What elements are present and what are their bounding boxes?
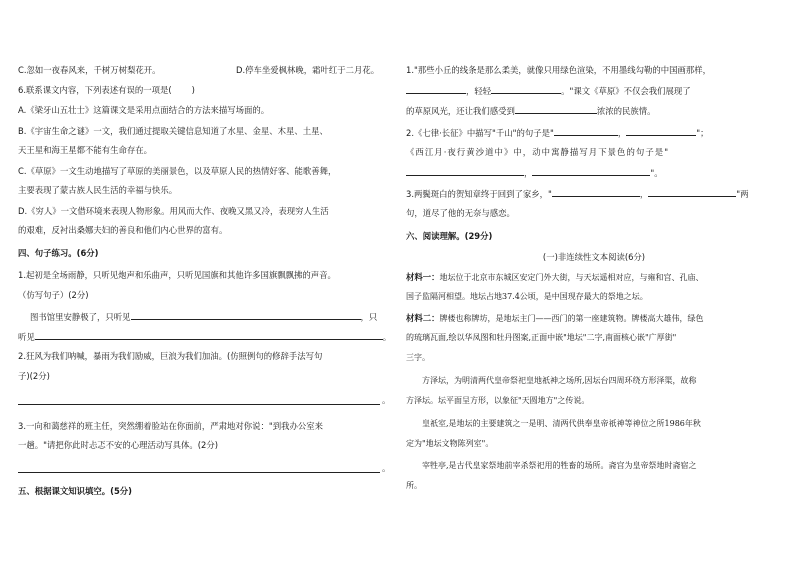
q5-options: [18, 64, 394, 76]
sentence-1-prefix2: 听见: [18, 332, 35, 342]
fill-1-line3[interactable]: [406, 104, 782, 117]
fill-2-blank-3[interactable]: [406, 166, 524, 176]
sentence-1-line1: 1.起初是全场雨静，只听见炮声和乐曲声，只听见国旗和其他许多国旗飘飘拂的声音。: [18, 270, 336, 280]
q6-option-c-line2: 主要表现了蒙古族人民生活的幸福与快乐。: [18, 185, 178, 195]
fill-1-comma: ，轻轻: [466, 86, 492, 96]
fill-3-suffix: "两: [736, 189, 749, 199]
sentence-1-answer[interactable]: [18, 310, 394, 323]
q5-option-d: D.停车坐爱枫林晚，霜叶红于二月花。: [236, 65, 380, 75]
sentence-1-prefix: 图书馆里安静极了，只听见: [30, 312, 131, 322]
fill-2-line2: [406, 146, 782, 158]
material-2-line3: 三字。: [406, 353, 430, 362]
section-6-title: 六、阅读理解。(29分): [406, 231, 493, 241]
material-1-text1: 地坛位于北京市东城区安定门外大街，与天坛遥相对应，与雍和宫、孔庙、: [439, 273, 704, 282]
fill-2-blank-4[interactable]: [532, 166, 650, 176]
material-1-label: 材料一：: [406, 272, 440, 282]
paragraph-fangzetan-line1: 方泽坛，为明清两代皇帝祭祀皇地祇神之场所,因坛台四周环绕方形泽渠，故称: [422, 376, 697, 385]
fill-2-line1[interactable]: [406, 126, 782, 139]
fill-2-comma: ，: [617, 128, 627, 138]
fill-2-line2-quote: ": [664, 147, 669, 157]
paragraph-huangqishi-line2: 定为"地坛文物陈列室"。: [406, 439, 494, 448]
fill-1-line1: 1."那些小丘的线条是那么柔美，就像只用绿色渲染，不用墨线勾勒的中国画那样，: [406, 65, 711, 75]
fill-1-line2[interactable]: [406, 84, 782, 97]
sentence-1-answer-line2[interactable]: [18, 330, 394, 343]
sentence-2-end: 。: [382, 395, 391, 405]
q6-option-a: A.《梁牙山五壮士》这篇课文是采用点面结合的方法来描写场面的。: [18, 105, 270, 115]
fill-3-blank-2[interactable]: [648, 187, 736, 197]
material-2-line1: [406, 312, 782, 325]
sentence-1-blank-2[interactable]: [35, 330, 383, 340]
q6-stem: [18, 84, 394, 96]
sentence-3-end: 。: [382, 463, 391, 473]
fill-2-blank-1[interactable]: [554, 126, 618, 136]
fill-1-blank-1[interactable]: [406, 84, 466, 94]
q6-option-c-line1: C.《草原》一文生动地描写了草原的美丽景色，以及草原人民的热情好客、能歌善舞，: [18, 166, 337, 176]
fill-2-prefix: 2.《七律·长征》中描写"千山"的句子是": [406, 128, 554, 138]
fill-3-blank-1[interactable]: [552, 187, 640, 197]
sentence-1-line2: （仿写句子）(2分): [18, 290, 89, 300]
fill-2-line3-end: "。: [650, 168, 663, 178]
material-2-line2: 的琉璃瓦面,绘以华凤图和牡丹图案,正面中嵌"地坛"二字,南面核心嵌"广厚街": [406, 333, 677, 342]
material-2-text1: 牌楼也称牌坊，是地坛主门——西门的第一座建筑物。牌楼高大雄伟，绿色: [439, 314, 704, 323]
fill-2-line3[interactable]: [406, 166, 782, 179]
fill-2-blank-2[interactable]: [626, 126, 696, 136]
q6-option-d-line2: 的艰难，反衬出桑娜夫妇的善良和他们内心世界的富有。: [18, 225, 228, 235]
paragraph-fangzetan-line2: 方泽坛。坛平面呈方形，以象征"天圆地方"之传说。: [406, 396, 590, 405]
q6-paren: ): [191, 85, 195, 95]
fill-3-prefix: 3.两鬓斑白的贺知章终于回到了家乡，": [406, 189, 552, 199]
q5-option-c: C.忽如一夜春风来，千树万树梨花开。: [18, 65, 161, 75]
fill-2-quote: ": [696, 128, 701, 138]
sentence-1-blank-1[interactable]: [131, 310, 361, 320]
q6-option-b-line2: 天王星和海王星都不能有生命存在。: [18, 145, 152, 155]
sentence-3-answer-line[interactable]: [18, 472, 380, 473]
fill-1-blank-2[interactable]: [491, 84, 561, 94]
sentence-1-end: 。: [382, 332, 392, 342]
material-1-line1: [406, 271, 782, 284]
material-2-label: 材料二：: [406, 313, 440, 323]
q6-stem-text: 6.联系课文内容，下列表述有误的一项是(: [18, 85, 172, 95]
fill-1-line3-prefix: 的草原风光，还让我们感受到: [406, 106, 515, 116]
fill-1-mid: 。"课文《草原》不仅会我们展现了: [561, 86, 691, 96]
sentence-3-line1: 3.一向和蔼慈祥的班主任，突然绷着脸站在你面前，严肃地对你说："到我办公室来: [18, 421, 323, 431]
sentence-3-line2: 一趟。"请把你此时忐忑不安的心理活动写具体。(2分): [18, 440, 218, 450]
q6-option-b-line1: B.《宇宙生命之谜》一文，我们通过提取关键信息知道了水星、金星、木星、土星、: [18, 126, 328, 136]
fill-2-line3-comma: ，: [524, 168, 533, 178]
fill-1-line3-suffix: 浓浓的民族情。: [596, 106, 656, 116]
material-1-line2: 国子监隔河相望。地坛占地37.4公顷，是中国现存最大的祭地之坛。: [406, 292, 648, 301]
fill-3-line1[interactable]: [406, 187, 782, 200]
fill-3-line2: 句，道尽了他的无奈与感恋。: [406, 208, 515, 218]
section-5-title: 五、根据课文知识填空。(5分): [18, 486, 132, 496]
paragraph-huangqishi-line1: 皇祇室,是地坛的主要建筑之一是明、清两代供奉皇帝祇神等神位之所1986年秋: [422, 419, 701, 428]
fill-2-line2-text: 《西江月·夜行黄沙道中》中，动中寓静描写月下景色的句子是: [406, 147, 665, 157]
q6-option-d-line1: D.《穷人》一文借环境来表现人物形象。用风而大作、夜晚又黑又冷，表现穷人生活: [18, 206, 329, 216]
section-4-title: 四、句子练习。(6分): [18, 248, 99, 258]
sentence-2-answer-line[interactable]: [18, 404, 380, 405]
sentence-2-line1: 2.狂风为我们呐喊，暴雨为我们励威，巨浪为我们加油。(仿照例句的修辞手法写句: [18, 351, 323, 361]
fill-1-blank-3[interactable]: [515, 104, 597, 114]
fill-3-comma: ，: [639, 189, 649, 199]
subsection-1-title: (一)非连续性文本阅读(6分): [542, 252, 646, 262]
fill-2-semicolon: ；: [700, 128, 709, 138]
sentence-2-line2: 子)(2分): [18, 371, 50, 381]
paragraph-zaishengting-line2: 所。: [406, 481, 422, 490]
sentence-1-mid: ，只: [360, 312, 378, 322]
paragraph-zaishengting-line1: 宰牲亭,是古代皇家祭地前宰杀祭祀用的牲畜的场所。斋宫为皇帝祭地时斋宿之: [422, 461, 697, 470]
